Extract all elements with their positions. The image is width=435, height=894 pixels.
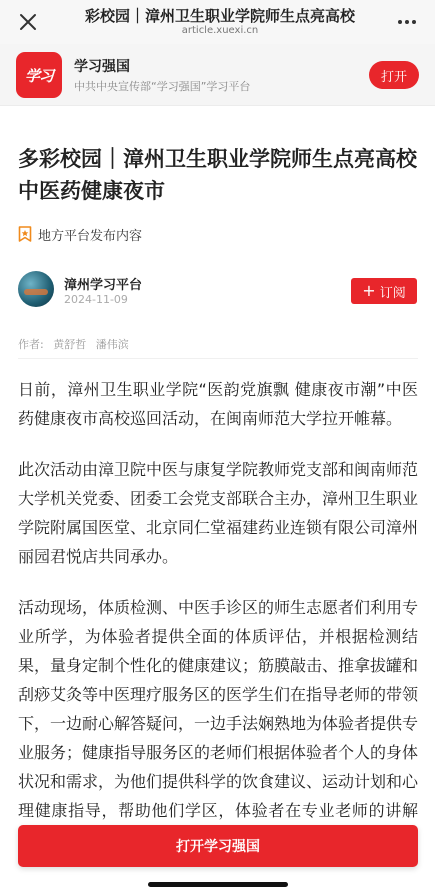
browser-top-bar — [0, 0, 435, 44]
publish-date: 2024-11-09 — [64, 293, 128, 306]
more-dots-icon — [398, 20, 402, 24]
app-name: 学习强国 — [74, 59, 130, 75]
app-download-banner — [0, 44, 435, 106]
author-line: 作者: 黄舒哲 潘伟滨 — [18, 338, 129, 351]
app-logo: 学习 — [16, 52, 62, 98]
subscribe-button[interactable]: + 订阅 — [351, 278, 417, 304]
home-indicator — [148, 882, 288, 887]
author-credit: 黄舒哲 — [53, 338, 87, 351]
article-body — [18, 375, 418, 876]
article-paragraph: 日前，漳州卫生职业学院“医韵党旗飘 健康夜市潮”中医药健康夜市高校巡回活动，在闽南师范大学拉开帷幕。 — [18, 380, 418, 428]
close-button[interactable] — [14, 8, 42, 36]
bookmark-icon — [18, 226, 32, 242]
app-description: 中共中央宣传部“学习强国”学习平台 — [74, 80, 251, 93]
article-title: 多彩校园｜漳州卫生职业学院师生点亮高校中医药健康夜市 — [18, 147, 417, 203]
author-credit: 潘伟滨 — [95, 338, 129, 351]
page-url: article.xuexi.cn — [181, 25, 259, 36]
open-app-button[interactable]: 打开 — [369, 61, 419, 89]
close-icon — [19, 13, 37, 31]
article-paragraph: 此次活动由漳卫院中医与康复学院教师党支部和闽南师范大学机关党委、团委工会党支部联合主办，漳州卫生职业学院附属国医堂、北京同仁堂福建药业连锁有限公司漳州丽园君悦店共同承办。 — [18, 460, 419, 566]
more-menu-button[interactable] — [395, 10, 419, 34]
open-xuexi-button[interactable]: 打开学习强国 — [18, 825, 418, 867]
plus-icon: + — [362, 281, 376, 300]
page-title: 彩校园｜漳州卫生职业学院师生点亮高校 — [84, 7, 355, 25]
divider — [18, 358, 418, 359]
source-label: 地方平台发布内容 — [38, 228, 143, 244]
author-avatar[interactable] — [18, 271, 54, 307]
source-label-row — [18, 224, 142, 244]
author-name[interactable]: 漳州学习平台 — [64, 278, 143, 293]
article-paragraph: 活动现场，体质检测、中医手诊区的师生志愿者们利用专业所学，为体验者提供全面的体质评估，并根据检测结果，量身定制个性化的健康建议；筋膜敲击、推拿拔罐和刮痧艾灸等中医理疗服务区的医学生们在指导老师的带领下，一边耐心解答疑问，一边手法娴熟地为体验者提供专业服务；健康指导服务区的老师们根据体验者个人的身体状况和需求，为他们提供科学的饮食建议、运动计划和心理健康指导，帮助他们学区，体验者在专业老师的讲解 — [18, 598, 419, 820]
